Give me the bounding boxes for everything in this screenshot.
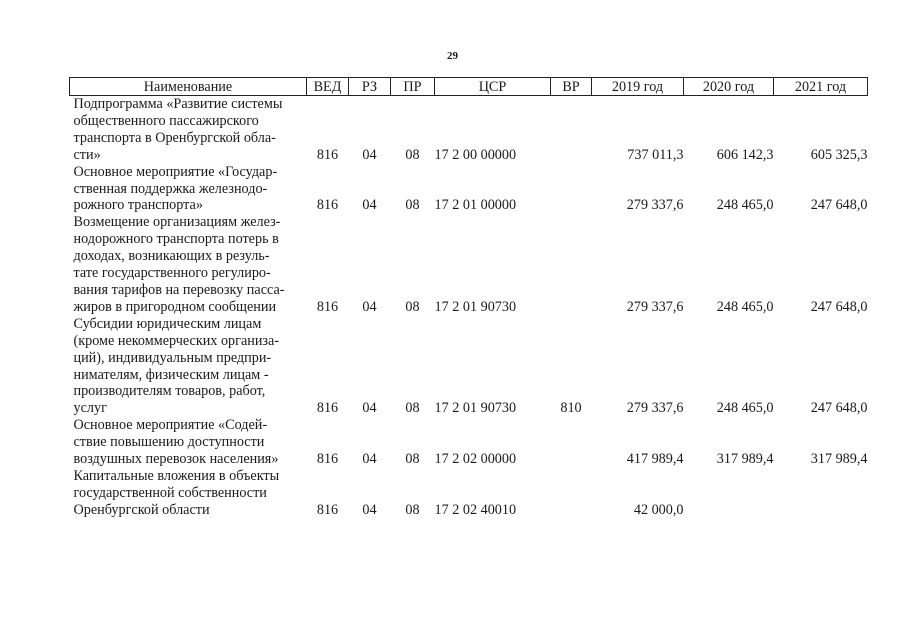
row-2019: 417 989,4 [626,451,684,468]
row-vr [551,468,592,519]
row-name-line: Основное мероприятие «Содей- [73,417,268,434]
table-row [70,468,868,519]
row-pr: 08 [405,400,420,417]
row-name [70,468,307,519]
row-pr: 08 [405,146,420,163]
row-pr: 08 [405,197,420,214]
table-row [70,214,868,315]
row-name-line: ственная поддержка железнодо- [73,180,268,197]
row-name-line: жиров в пригородном сообщении [73,298,277,315]
page-number: 29 [447,50,458,62]
table-body [70,96,868,519]
row-vr [551,96,592,164]
row-name-line: Оренбургской области [73,501,210,518]
row-2021: 247 648,0 [810,400,868,417]
row-csr: 17 2 02 00000 [434,451,517,468]
row-name-line: Подпрограмма «Развитие системы [73,96,283,112]
row-name-line: (кроме некоммерческих организа- [73,332,280,349]
row-2020: 606 142,3 [716,146,774,163]
row-name-line: Субсидии юридическим лицам [73,315,262,332]
row-2020: 248 465,0 [716,197,774,214]
row-name-line: Основное мероприятие «Государ- [73,163,278,180]
row-2020: 248 465,0 [716,400,774,417]
table-header [70,78,868,96]
header-csr: ЦСР [435,78,551,96]
row-csr: 17 2 01 90730 [434,400,517,417]
row-2020: 248 465,0 [716,298,774,315]
table-row [70,164,868,215]
header-row [70,78,868,96]
row-ved: 816 [316,197,339,214]
header-rz: РЗ [349,78,391,96]
row-2020 [684,468,774,519]
row-name-line: производителям товаров, работ, [73,383,266,400]
row-vr [551,214,592,315]
row-name-line: тате государственного регулиро- [73,265,271,282]
row-name [70,214,307,315]
row-pr: 08 [405,501,420,518]
row-name-line: государственной собственности [73,484,267,501]
row-2019: 279 337,6 [626,298,684,315]
row-2019: 279 337,6 [626,197,684,214]
row-2021: 605 325,3 [810,146,868,163]
row-vr: 810 [560,400,582,417]
row-name-line: рожного транспорта» [73,197,203,214]
row-rz: 04 [362,197,377,214]
row-rz: 04 [362,298,377,315]
row-name [70,417,307,468]
table-row [70,96,868,164]
row-name-line: транспорта в Оренбургской обла- [73,129,276,146]
row-name-line: Возмещение организациям желез- [73,214,281,231]
row-2019: 42 000,0 [633,501,684,518]
row-vr [551,164,592,215]
row-csr: 17 2 01 90730 [434,298,517,315]
row-csr: 17 2 02 40010 [434,501,517,518]
header-2021: 2021 год [774,78,868,96]
row-pr: 08 [405,451,420,468]
row-ved: 816 [316,298,339,315]
row-name-line: воздушных перевозок населения» [73,451,279,468]
header-ved: ВЕД [307,78,349,96]
header-vr: ВР [551,78,592,96]
row-name [70,316,307,417]
row-rz: 04 [362,400,377,417]
table-row [70,316,868,417]
row-2021 [774,468,868,519]
row-name-line: ствие повышению доступности [73,434,265,451]
row-name-line: Капитальные вложения в объекты [73,467,280,484]
row-2021: 247 648,0 [810,197,868,214]
row-ved: 816 [316,146,339,163]
row-rz: 04 [362,451,377,468]
row-csr: 17 2 00 00000 [434,146,517,163]
row-name [70,96,307,164]
row-csr: 17 2 01 00000 [434,197,517,214]
row-name-line: сти» [73,146,101,163]
row-name-line: вания тарифов на перевозку пасса- [73,281,285,298]
row-name-line: общественного пассажирского [73,112,259,129]
row-2019: 737 011,3 [627,146,684,163]
header-pr: ПР [391,78,435,96]
budget-table [69,77,868,519]
row-vr [551,417,592,468]
row-ved: 816 [316,501,339,518]
row-ved: 816 [316,451,339,468]
row-name [70,164,307,215]
row-2020: 317 989,4 [716,451,774,468]
row-rz: 04 [362,146,377,163]
table-row [70,417,868,468]
row-2021: 317 989,4 [810,451,868,468]
row-name-line: доходах, возникающих в резуль- [73,248,270,265]
header-2019: 2019 год [592,78,684,96]
row-ved: 816 [316,400,339,417]
header-2020: 2020 год [684,78,774,96]
row-name-line: нодорожного транспорта потерь в [73,231,279,248]
row-2019: 279 337,6 [626,400,684,417]
row-name-line: нимателям, физическим лицам - [73,366,269,383]
row-name-line: услуг [73,400,107,417]
row-name-line: ций), индивидуальным предпри- [73,349,272,366]
header-name: Наименование [70,78,307,96]
row-2021: 247 648,0 [810,298,868,315]
row-rz: 04 [362,501,377,518]
row-pr: 08 [405,298,420,315]
